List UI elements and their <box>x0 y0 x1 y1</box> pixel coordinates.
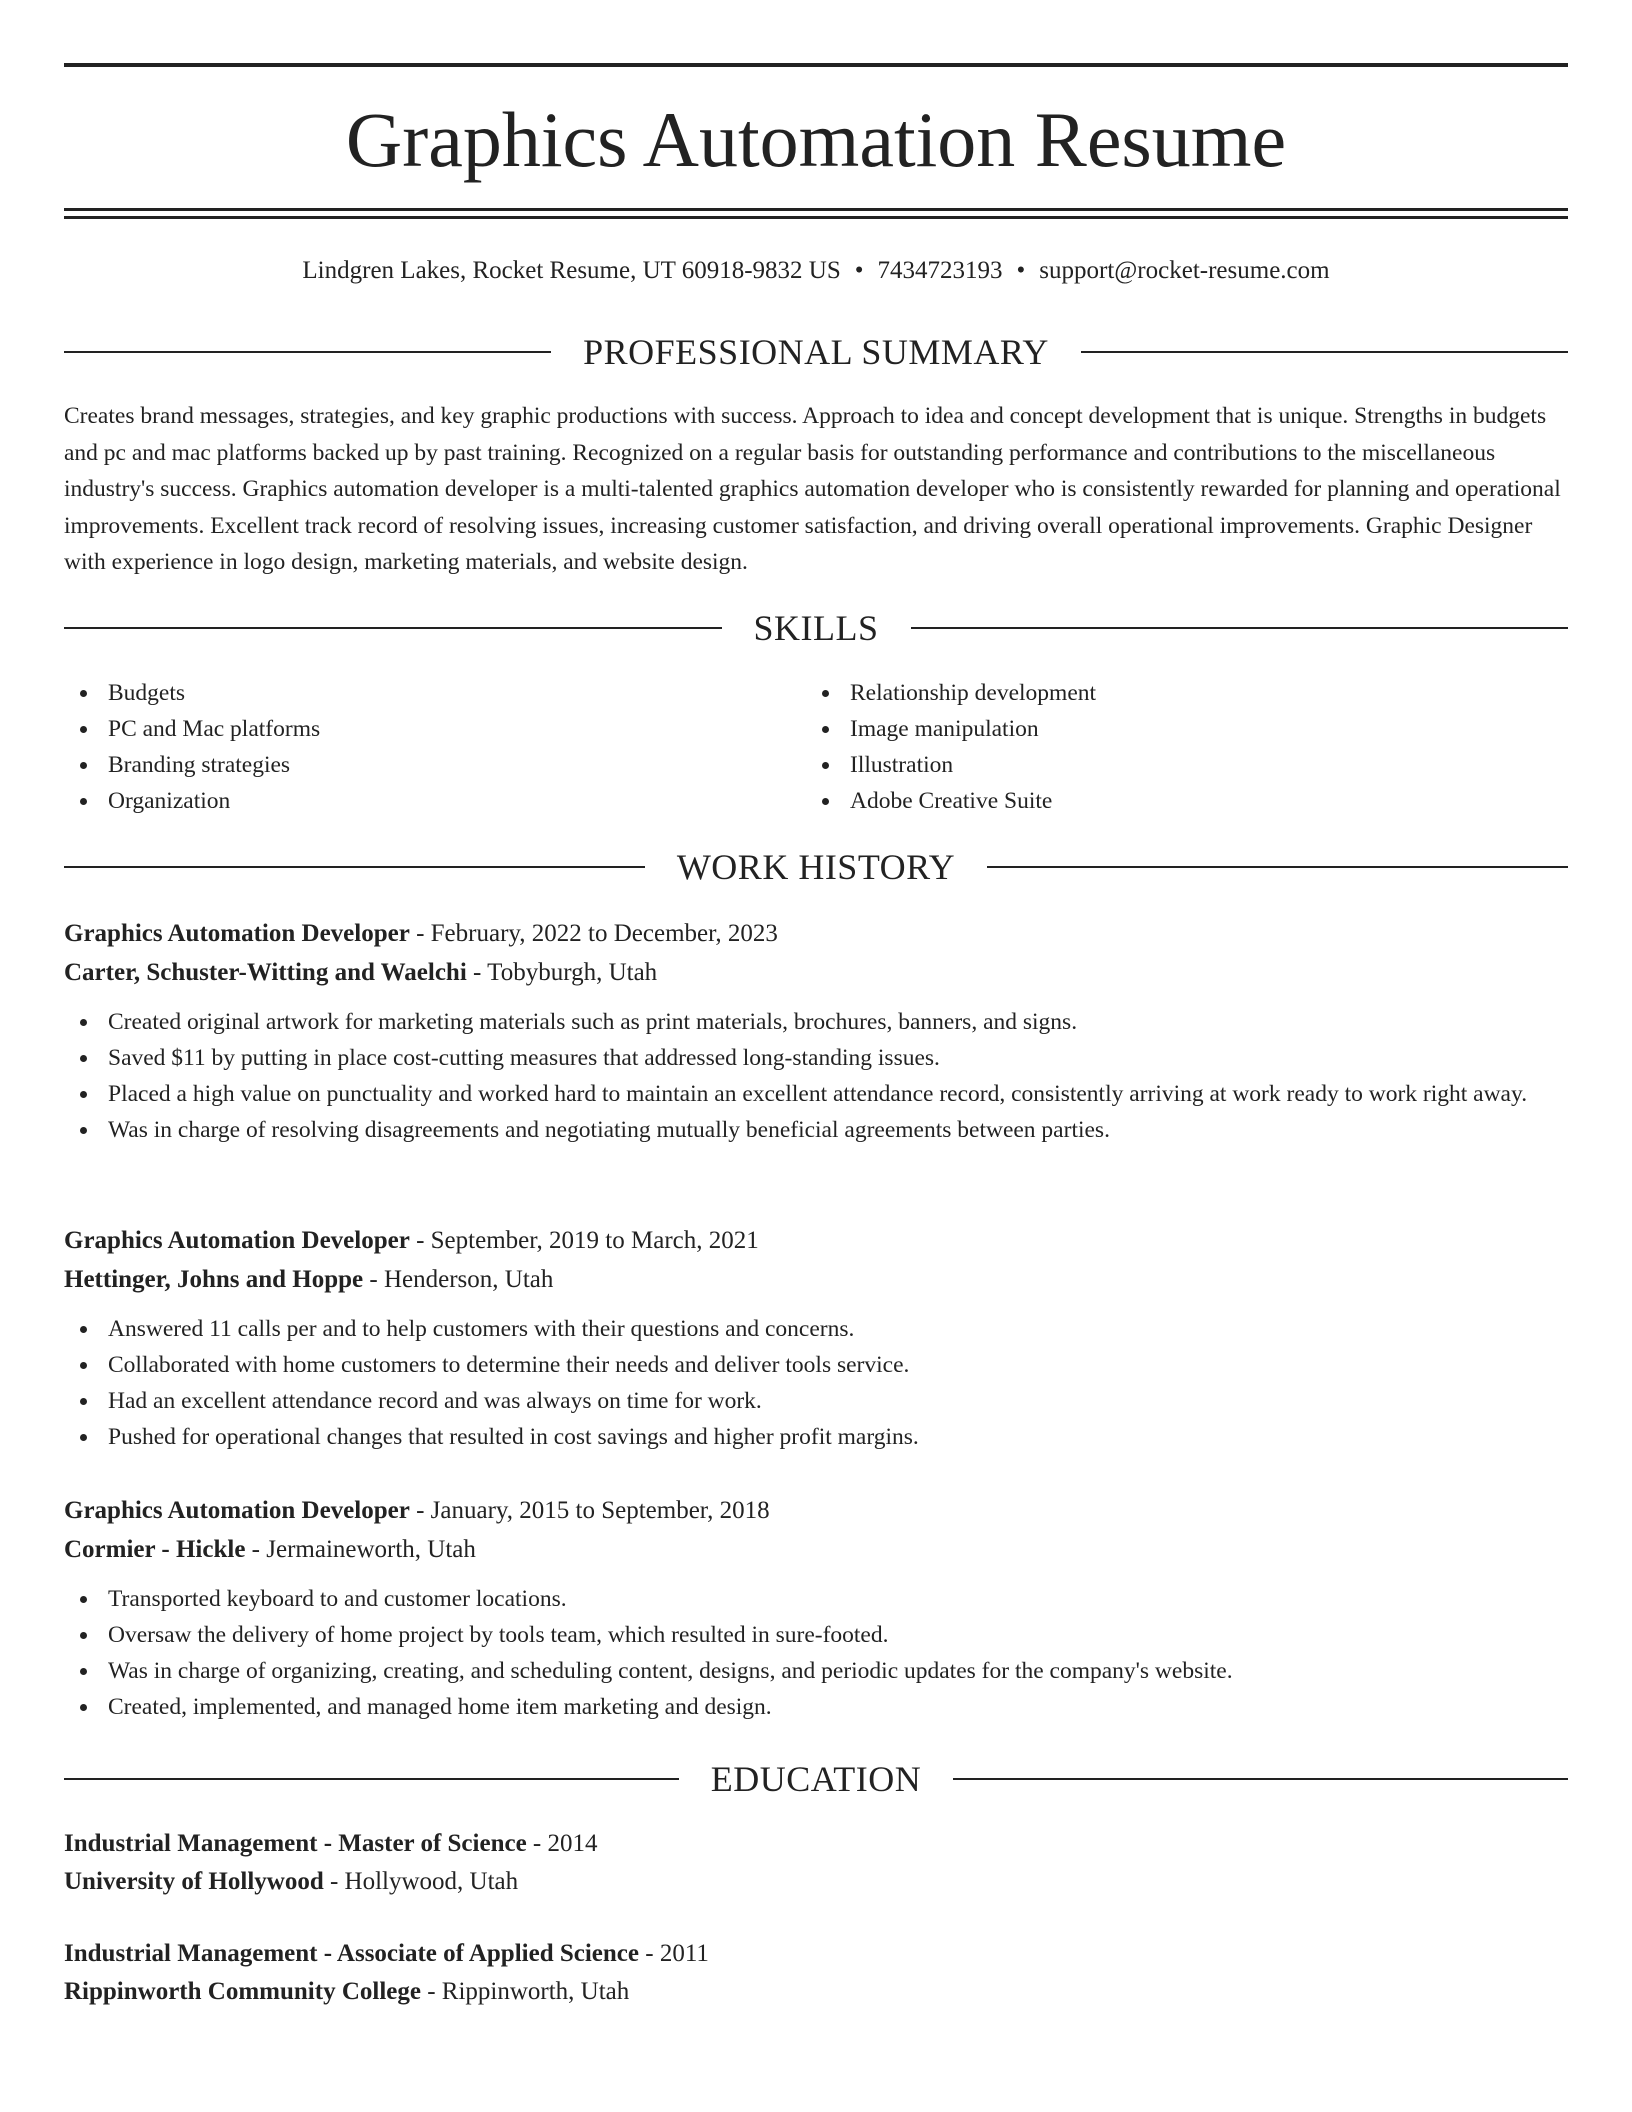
divider <box>64 627 722 629</box>
contact-separator: • <box>854 257 864 284</box>
edu-year: - 2011 <box>639 1940 709 1967</box>
divider <box>953 1778 1568 1780</box>
edu-location: - Rippinworth, Utah <box>420 1978 630 2005</box>
job-bullet: Collaborated with home customers to determine their needs and deliver tools service. <box>64 1347 1568 1383</box>
job-bullet: Created original artwork for marketing materials such as print materials, brochures, banners, and signs. <box>64 1004 1568 1040</box>
contact-address: Lindgren Lakes, Rocket Resume, UT 60918-9832 US <box>302 257 841 284</box>
edu-school-line <box>64 1973 1568 2011</box>
edu-degree-line <box>64 1935 1568 1973</box>
section-title: PROFESSIONAL SUMMARY <box>583 332 1049 372</box>
job-company: Cormier - Hickle <box>64 1536 246 1563</box>
section-title: WORK HISTORY <box>676 847 956 887</box>
job-company: Hettinger, Johns and Hoppe <box>64 1266 364 1293</box>
summary-text: Creates brand messages, strategies, and key graphic productions with success. Approach to idea and concept development that is unique. Strengths in budgets and pc and mac platforms backed up by past training. Recognized on a regular basis for outstanding performance and contributions to the miscellaneous industry's success. Graphics automation developer is a multi-talented graphics automation developer who is consistently rewarded for planning and operational improvements. Excellent track record of resolving issues, increasing customer satisfaction, and driving overall operational improvements. Graphic Designer with experience in logo design, marketing materials, and website design. <box>64 403 1561 575</box>
skill-item: Organization <box>64 783 804 819</box>
job-company-line <box>64 953 1568 992</box>
job-dates: - February, 2022 to December, 2023 <box>409 920 778 947</box>
edu-year: - 2014 <box>526 1830 598 1857</box>
job-company-line <box>64 1530 1568 1569</box>
education-entry <box>64 1935 1568 2011</box>
job-bullet: Was in charge of organizing, creating, and scheduling content, designs, and periodic updates for the company's website. <box>64 1653 1568 1689</box>
edu-school: Rippinworth Community College <box>64 1978 421 2005</box>
job-bullet: Had an excellent attendance record and was always on time for work. <box>64 1383 1568 1419</box>
job-bullets <box>64 1004 1568 1148</box>
skill-item: PC and Mac platforms <box>64 711 804 747</box>
education-entry <box>64 1825 1568 1901</box>
job-bullet: Transported keyboard to and customer locations. <box>64 1581 1568 1617</box>
divider <box>64 1778 679 1780</box>
top-rule <box>64 63 1568 67</box>
job-entry <box>64 1221 1568 1455</box>
edu-location: - Hollywood, Utah <box>323 1868 519 1895</box>
job-bullet: Created, implemented, and managed home item marketing and design. <box>64 1689 1568 1725</box>
skill-item: Adobe Creative Suite <box>806 783 1546 819</box>
job-location: - Tobyburgh, Utah <box>466 959 658 986</box>
job-bullet: Placed a high value on punctuality and worked hard to maintain an excellent attendance record, consistently arriving at work ready to work right away. <box>64 1076 1568 1112</box>
section-header-work <box>64 845 1568 889</box>
job-title-line <box>64 914 1568 953</box>
job-bullet: Saved $11 by putting in place cost-cutting measures that addressed long-standing issues. <box>64 1040 1568 1076</box>
skill-item: Illustration <box>806 747 1546 783</box>
edu-degree: Industrial Management - Associate of Applied Science <box>64 1940 639 1967</box>
job-location: - Henderson, Utah <box>363 1266 554 1293</box>
divider <box>987 866 1568 868</box>
job-title-line <box>64 1491 1568 1530</box>
title-double-rule <box>64 208 1568 220</box>
job-title: Graphics Automation Developer <box>64 1497 410 1524</box>
job-title-line <box>64 1221 1568 1260</box>
edu-degree: Industrial Management - Master of Science <box>64 1830 527 1857</box>
skill-item: Budgets <box>64 675 804 711</box>
divider <box>1081 351 1568 353</box>
section-header-summary <box>64 330 1568 374</box>
job-entry <box>64 1491 1568 1725</box>
contact-line <box>64 254 1568 288</box>
job-title: Graphics Automation Developer <box>64 920 410 947</box>
job-bullet: Answered 11 calls per and to help customers with their questions and concerns. <box>64 1311 1568 1347</box>
job-bullets <box>64 1311 1568 1455</box>
resume-title: Graphics Automation Resume <box>345 96 1287 183</box>
job-location: - Jermaineworth, Utah <box>245 1536 476 1563</box>
section-header-education <box>64 1757 1568 1801</box>
contact-email: support@rocket-resume.com <box>1039 257 1330 284</box>
section-title: EDUCATION <box>710 1759 922 1799</box>
job-bullet: Oversaw the delivery of home project by tools team, which resulted in sure-footed. <box>64 1617 1568 1653</box>
job-company-line <box>64 1260 1568 1299</box>
skill-item: Branding strategies <box>64 747 804 783</box>
job-dates: - September, 2019 to March, 2021 <box>409 1227 759 1254</box>
skills-list-right <box>806 675 1546 819</box>
job-title: Graphics Automation Developer <box>64 1227 410 1254</box>
divider <box>64 351 551 353</box>
skill-item: Image manipulation <box>806 711 1546 747</box>
edu-school: University of Hollywood <box>64 1868 324 1895</box>
job-dates: - January, 2015 to September, 2018 <box>409 1497 770 1524</box>
skill-item: Relationship development <box>806 675 1546 711</box>
skills-list-left <box>64 675 804 819</box>
job-bullets <box>64 1581 1568 1725</box>
contact-phone: 7434723193 <box>877 257 1003 284</box>
section-title: SKILLS <box>753 608 879 648</box>
section-header-skills <box>64 606 1568 650</box>
edu-degree-line <box>64 1825 1568 1863</box>
divider <box>911 627 1569 629</box>
job-entry <box>64 914 1568 1148</box>
contact-separator: • <box>1016 257 1026 284</box>
divider <box>64 866 645 868</box>
job-bullet: Was in charge of resolving disagreements and negotiating mutually beneficial agreements between parties. <box>64 1112 1568 1148</box>
job-company: Carter, Schuster-Witting and Waelchi <box>64 959 467 986</box>
edu-school-line <box>64 1863 1568 1901</box>
job-bullet: Pushed for operational changes that resulted in cost savings and higher profit margins. <box>64 1419 1568 1455</box>
